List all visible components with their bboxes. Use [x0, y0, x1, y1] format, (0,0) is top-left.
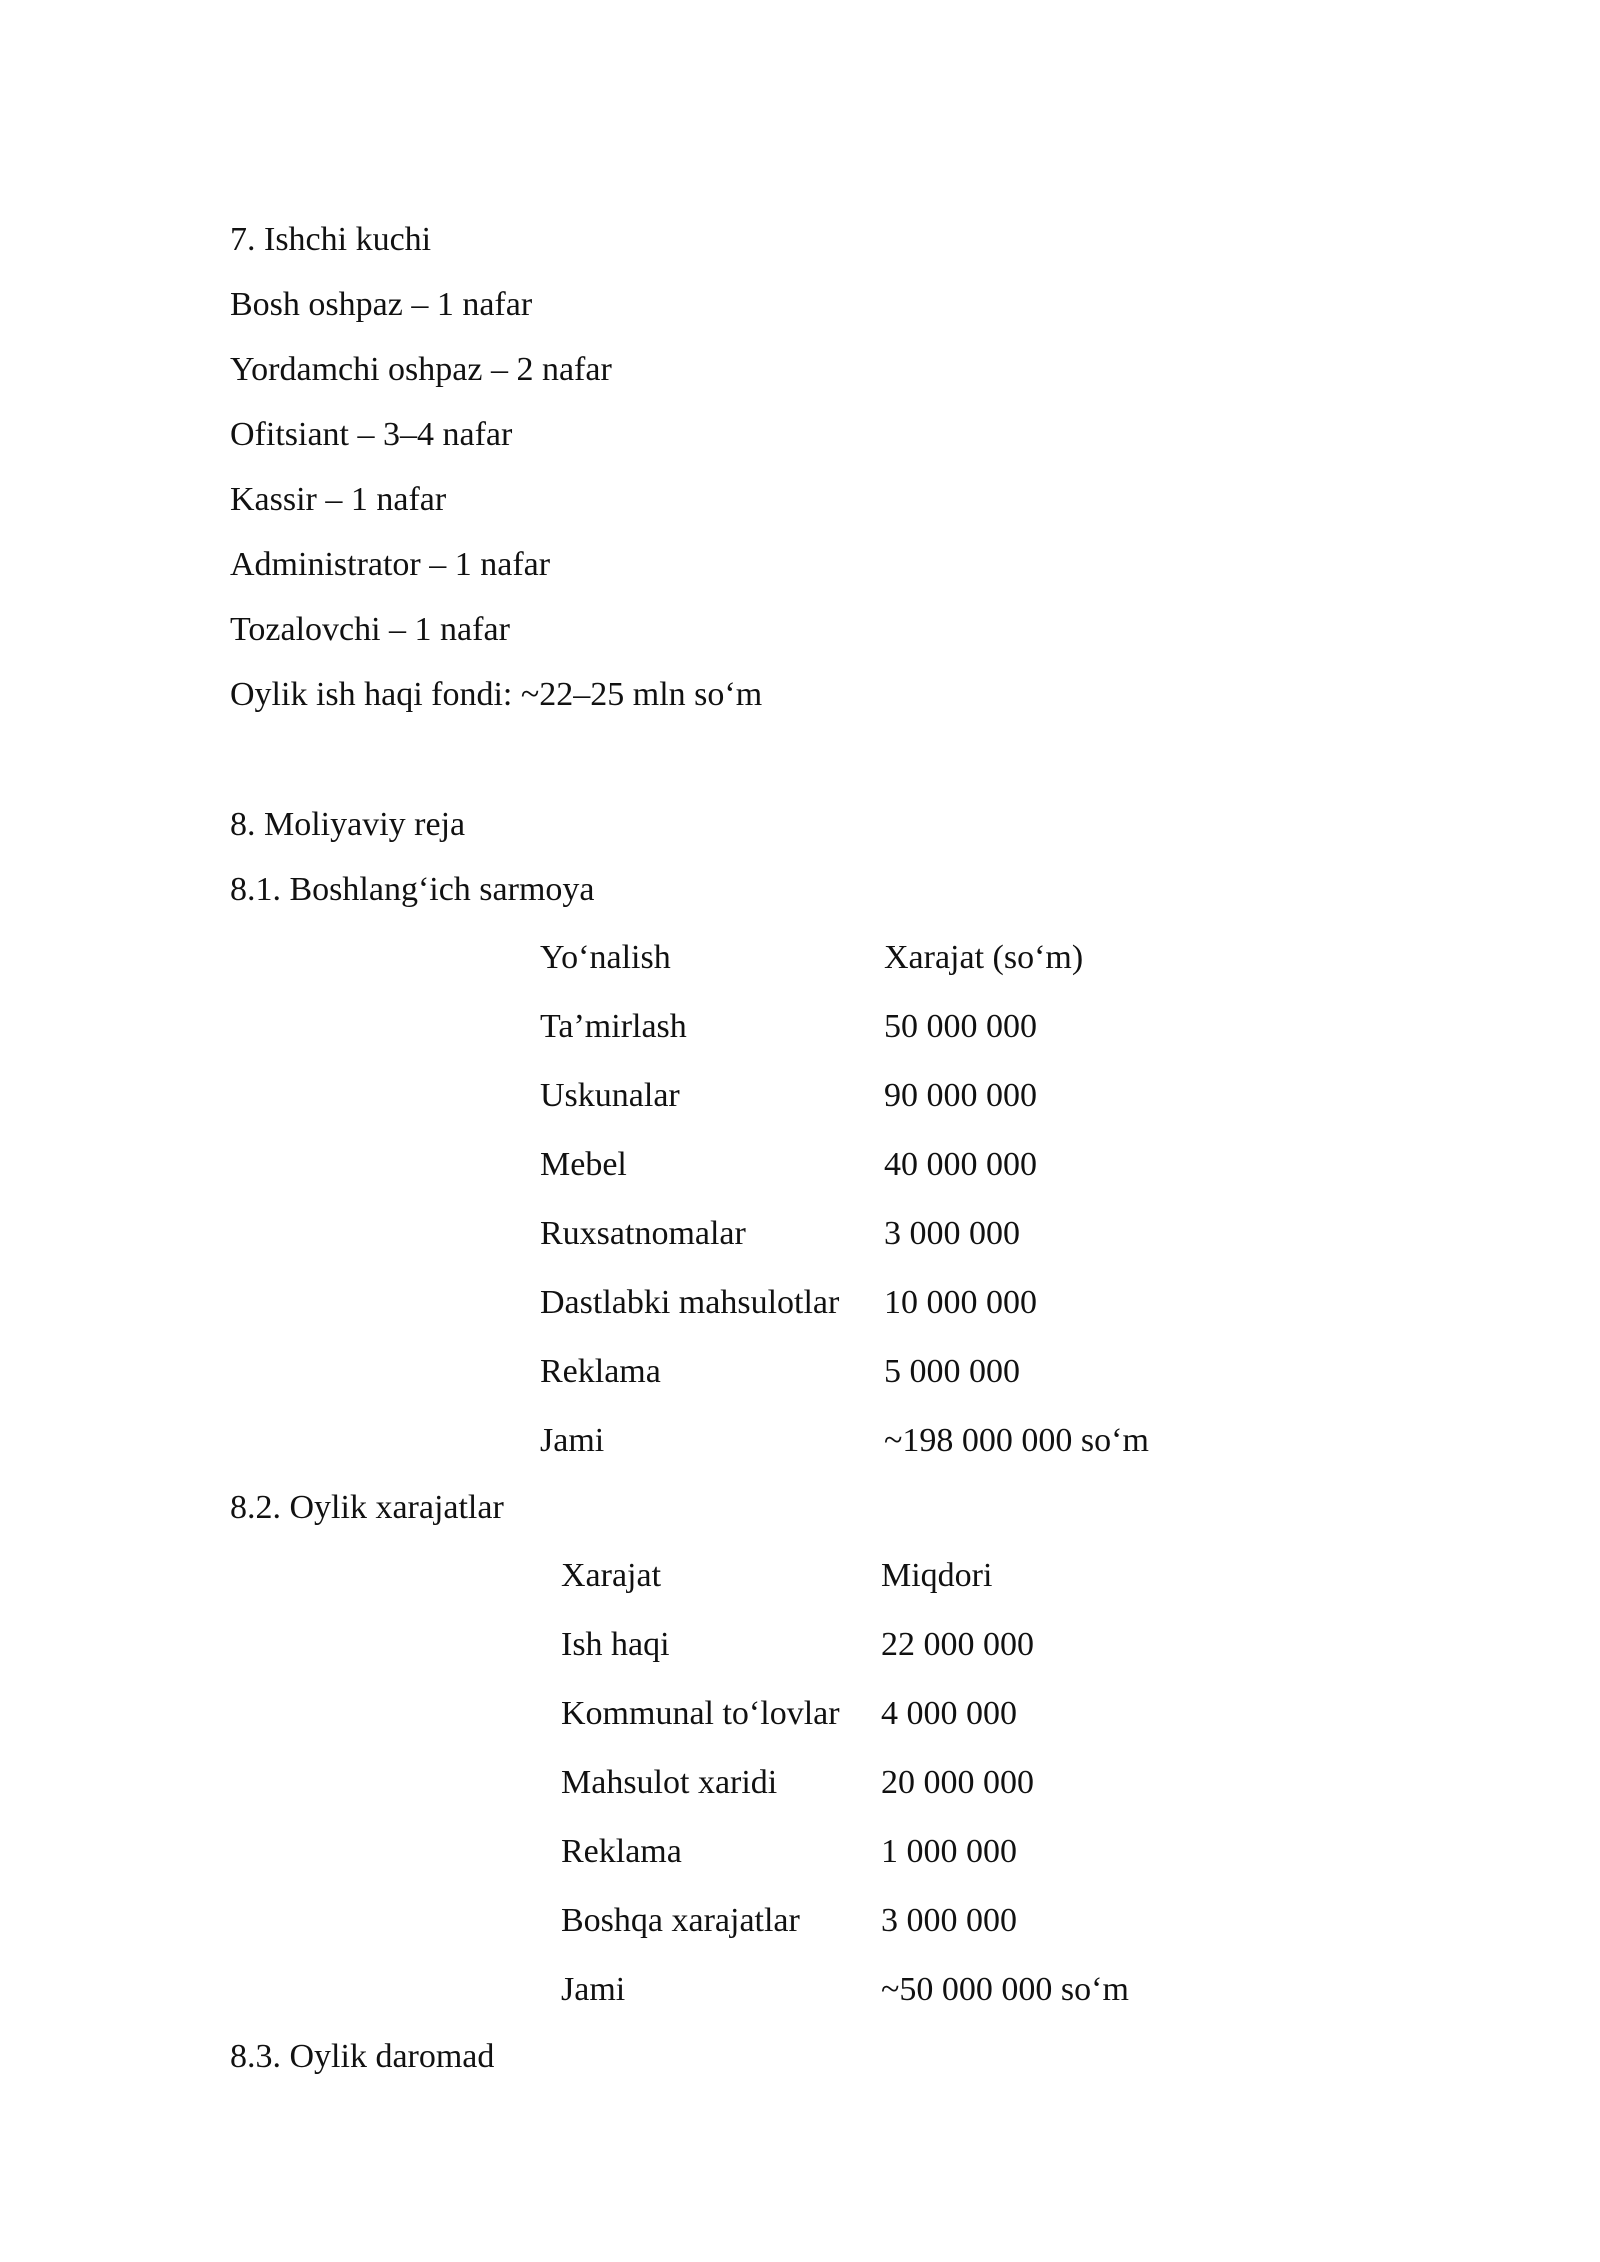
staff-item: Administrator – 1 nafar — [230, 546, 551, 583]
table-cell-label: Reklama — [540, 1353, 661, 1390]
table-cell-label: Mahsulot xaridi — [561, 1764, 778, 1801]
table-header-amount: Miqdori — [881, 1557, 993, 1594]
table-cell-label: Kommunal to‘lovlar — [561, 1695, 840, 1732]
table-header-expense: Xarajat — [561, 1557, 662, 1594]
table-cell-value: 22 000 000 — [881, 1626, 1034, 1663]
table-cell-label: Boshqa xarajatlar — [561, 1902, 800, 1939]
subsection-8-2-heading: 8.2. Oylik xarajatlar — [230, 1489, 504, 1526]
table-cell-label: Dastlabki mahsulotlar — [540, 1284, 840, 1321]
table-cell-label: Ruxsatnomalar — [540, 1215, 746, 1252]
staff-item: Bosh oshpaz – 1 nafar — [230, 286, 533, 323]
table-cell-value: 3 000 000 — [881, 1902, 1017, 1939]
staff-item: Kassir – 1 nafar — [230, 481, 447, 518]
table-cell-label: Uskunalar — [540, 1077, 680, 1114]
table-cell-value: 90 000 000 — [884, 1077, 1037, 1114]
staff-item: Yordamchi oshpaz – 2 nafar — [230, 351, 612, 388]
table-cell-value: 10 000 000 — [884, 1284, 1037, 1321]
table-cell-label: Mebel — [540, 1146, 627, 1183]
subsection-8-3-heading: 8.3. Oylik daromad — [230, 2038, 495, 2075]
table-cell-label: Ish haqi — [561, 1626, 670, 1663]
table-total-label: Jami — [561, 1971, 626, 2008]
section-8-heading: 8. Moliyaviy reja — [230, 806, 466, 843]
table-cell-label: Reklama — [561, 1833, 682, 1870]
table-cell-value: 40 000 000 — [884, 1146, 1037, 1183]
table-cell-value: 1 000 000 — [881, 1833, 1017, 1870]
table-total-value: ~198 000 000 so‘m — [884, 1422, 1149, 1459]
table-cell-value: 4 000 000 — [881, 1695, 1017, 1732]
subsection-8-1-heading: 8.1. Boshlang‘ich sarmoya — [230, 871, 595, 908]
table-cell-value: 20 000 000 — [881, 1764, 1034, 1801]
table-header-cost: Xarajat (so‘m) — [884, 939, 1084, 976]
payroll-fund: Oylik ish haqi fondi: ~22–25 mln so‘m — [230, 676, 763, 713]
table-cell-value: 5 000 000 — [884, 1353, 1020, 1390]
table-cell-value: 3 000 000 — [884, 1215, 1020, 1252]
table-cell-label: Ta’mirlash — [540, 1008, 687, 1045]
table-header-direction: Yo‘nalish — [540, 939, 671, 976]
table-cell-value: 50 000 000 — [884, 1008, 1037, 1045]
staff-item: Ofitsiant – 3–4 nafar — [230, 416, 513, 453]
table-total-value: ~50 000 000 so‘m — [881, 1971, 1129, 2008]
table-total-label: Jami — [540, 1422, 605, 1459]
staff-item: Tozalovchi – 1 nafar — [230, 611, 510, 648]
section-7-heading: 7. Ishchi kuchi — [230, 221, 432, 258]
